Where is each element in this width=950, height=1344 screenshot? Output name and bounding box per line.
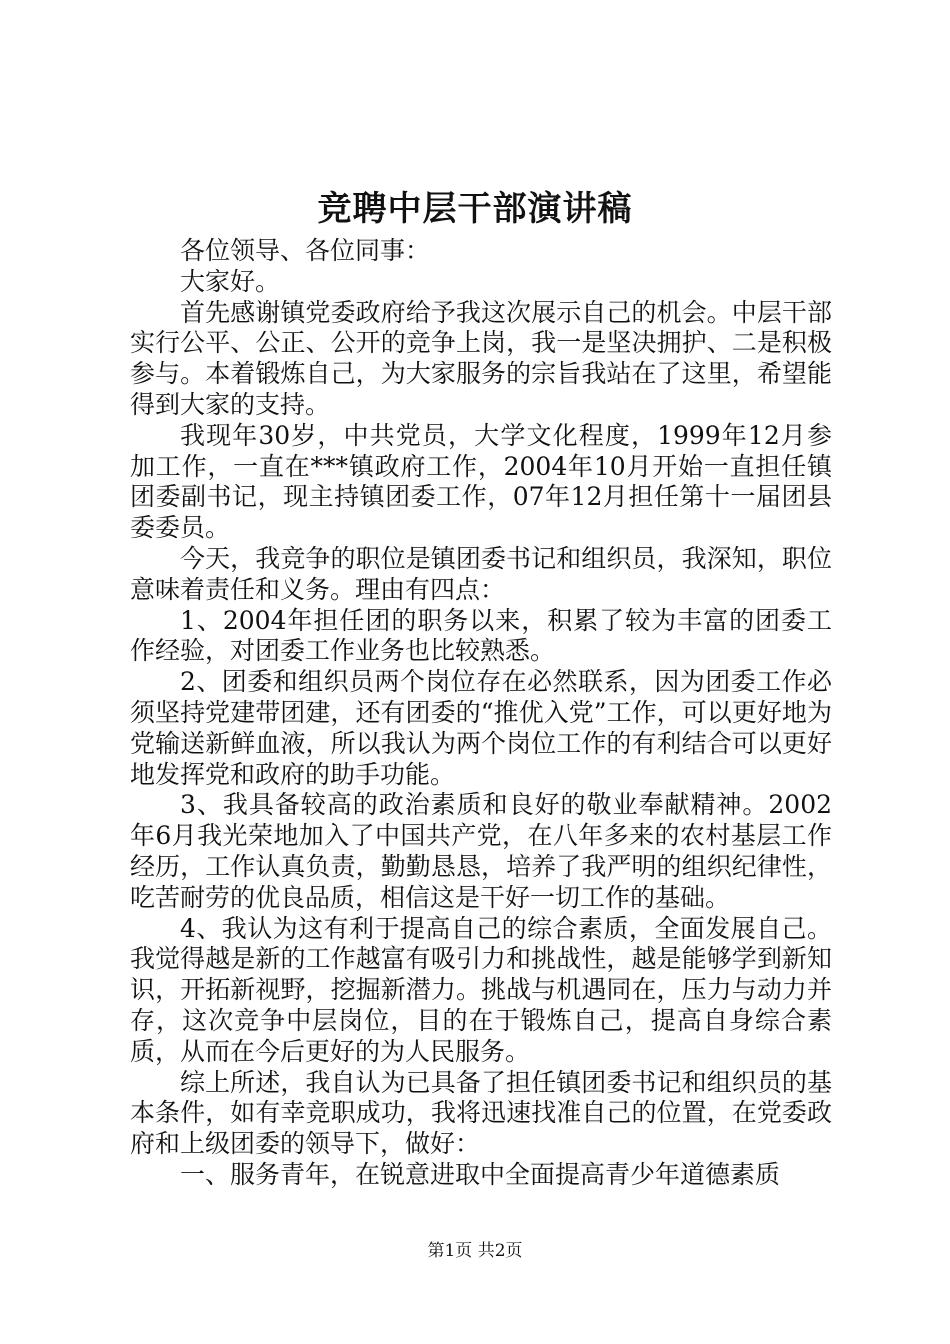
paragraph-background: 我现年30岁，中共党员，大学文化程度，1999年12月参加工作，一直在***镇政府工作，2004年10月开始一直担任镇团委副书记，现主持镇团委工作，07年12月担任第十一届团县委委员。 <box>130 420 832 543</box>
paragraph-reason-4: 4、我认为这有利于提高自己的综合素质，全面发展自己。我觉得越是新的工作越富有吸引力和挑战性，越是能够学到新知识，开拓新视野，挖掘新潜力。挑战与机遇同在，压力与动力并存，这次竞争中层岗位，目的在于锻炼自己，提高自身综合素质，从而在今后更好的为人民服务。 <box>130 913 832 1066</box>
paragraph-reason-1: 1、2004年担任团的职务以来，积累了较为丰富的团委工作经验，对团委工作业务也比较熟悉。 <box>130 605 832 666</box>
paragraph-salutation: 各位领导、各位同事： <box>180 236 431 265</box>
paragraph-reason-3: 3、我具备较高的政治素质和良好的敬业奉献精神。2002年6月我光荣地加入了中国共产党，在八年多来的农村基层工作经历，工作认真负责，勤勤恳恳，培养了我严明的组织纪律性，吃苦耐劳的优良品质，相信这是干好一切工作的基础。 <box>130 790 832 912</box>
document-title: 竞聘中层干部演讲稿 <box>317 189 633 229</box>
page-footer: 第1页 共2页 <box>427 1241 523 1261</box>
document-body <box>130 236 832 1191</box>
paragraph-summary: 综上所述，我自认为已具备了担任镇团委书记和组织员的基本条件，如有幸竞职成功，我将迅速找准自己的位置，在党委政府和上级团委的领导下，做好： <box>130 1067 832 1159</box>
paragraph-reason-2: 2、团委和组织员两个岗位存在必然联系，因为团委工作必须坚持党建带团建，还有团委的“推优入党”工作，可以更好地为党输送新鲜血液，所以我认为两个岗位工作的有利结合可以更好地发挥党和政府的助手功能。 <box>130 667 832 789</box>
paragraph-position: 今天，我竞争的职位是镇团委书记和组织员，我深知，职位意味着责任和义务。理由有四点： <box>130 543 832 604</box>
paragraph-item-1: 一、服务青年，在锐意进取中全面提高青少年道德素质 <box>180 1159 781 1189</box>
paragraph-thanks: 首先感谢镇党委政府给予我这次展示自己的机会。中层干部实行公平、公正、公开的竞争上岗，我一是坚决拥护、二是积极参与。本着锻炼自己，为大家服务的宗旨我站在了这里，希望能得到大家的支持。 <box>130 297 832 419</box>
paragraph-greeting: 大家好。 <box>180 266 281 296</box>
